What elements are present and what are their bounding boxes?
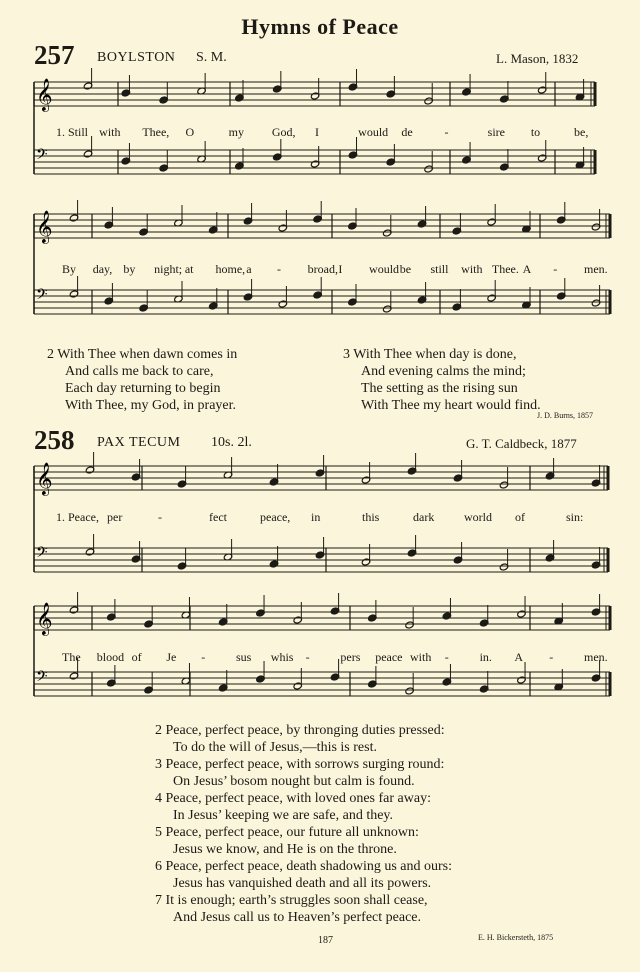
lyric-syllable: 1. Peace, (56, 510, 99, 524)
lyric-syllable: would (369, 262, 400, 276)
verse-line: 5 Peace, perfect peace, our future all unknown: (155, 825, 419, 840)
verse-2 (47, 346, 237, 414)
verse-line: Each day returning to begin (65, 381, 221, 396)
lyric-syllable: per (107, 510, 123, 524)
lyric-syllable: - (553, 262, 558, 276)
lyric-syllable: in. (479, 650, 492, 664)
verse-line: 4 Peace, perfect peace, with loved ones far away: (155, 791, 431, 806)
lyric-syllable: night; (154, 262, 183, 276)
lyric-syllable: - (158, 510, 162, 524)
bass-clef-icon: 𝄢 (36, 286, 48, 307)
lyric-syllable: The (62, 650, 81, 664)
verse-line: 3 Peace, perfect peace, with sorrows surging round: (155, 757, 445, 772)
lyric-syllable: By (62, 262, 77, 276)
treble-clef-icon: 𝄞 (36, 210, 53, 243)
lyric-syllable: of (131, 650, 142, 664)
page-number: 187 (318, 935, 333, 946)
verse-line: 2 Peace, perfect peace, by thronging duties pressed: (155, 723, 445, 738)
lyric-syllable: - (276, 262, 281, 276)
verse-line: With Thee my heart would find. (361, 398, 541, 413)
lyric-syllable: sus (236, 650, 252, 664)
treble-clef-icon: 𝄞 (36, 462, 53, 495)
lyric-syllable: sin: (566, 510, 584, 524)
lyric-syllable: Thee. (491, 262, 519, 276)
lyric-syllable: peace, (260, 510, 291, 524)
verse-line: 2 With Thee when dawn comes in (47, 347, 238, 362)
lyric-syllable: fect (209, 510, 227, 524)
verse-line: Jesus we know, and He is on the throne. (173, 842, 397, 857)
verse-line: With Thee, my God, in prayer. (65, 398, 237, 413)
lyric-syllable: men. (584, 650, 608, 664)
bass-clef-icon: 𝄢 (36, 668, 48, 689)
author-credit: J. D. Burns, 1857 (537, 411, 594, 420)
lyric-syllable: - (444, 125, 449, 139)
section-title: Hymns of Peace (241, 14, 399, 39)
lyric-syllable: a (246, 262, 252, 276)
tune-name: PAX TECUM (97, 435, 181, 450)
lyric-syllable: - (201, 650, 206, 664)
verse-line: And Jesus call us to Heaven’s perfect peace. (173, 910, 422, 925)
author-credit: E. H. Bickersteth, 1875 (478, 933, 554, 942)
verse-line: To do the will of Jesus,—this is rest. (173, 740, 377, 755)
verse-line: 6 Peace, perfect peace, death shadowing us and ours: (155, 859, 452, 874)
lyric-syllable: be, (574, 125, 589, 139)
lyric-syllable: I (315, 125, 319, 139)
meter: 10s. 2l. (211, 435, 252, 450)
composer: L. Mason, 1832 (496, 51, 579, 66)
verse-line: In Jesus’ keeping we are safe, and they. (173, 808, 394, 823)
verse-line: Jesus has vanquished death and all its powers. (173, 876, 432, 891)
verse-3 (343, 346, 541, 414)
lyric-syllable: de (401, 125, 413, 139)
lyric-syllable: still (430, 262, 449, 276)
lyric-syllable: O (185, 125, 195, 139)
treble-clef-icon: 𝄞 (36, 602, 53, 635)
lyric-syllable: sire (487, 125, 505, 139)
lyric-syllable: peace (375, 650, 403, 664)
lyric-syllable: would (358, 125, 389, 139)
treble-clef-icon: 𝄞 (36, 78, 53, 111)
lyric-syllable: blood (96, 650, 125, 664)
composer: G. T. Caldbeck, 1877 (466, 436, 577, 451)
lyric-syllable: dark (413, 510, 435, 524)
lyric-syllable: day, (92, 262, 113, 276)
verse-line: On Jesus’ bosom nought but calm is found. (173, 774, 415, 789)
lyric-syllable: in (311, 510, 321, 524)
lyric-syllable: with (461, 262, 483, 276)
lyric-syllable: at (184, 262, 194, 276)
lyric-syllable: - (444, 650, 449, 664)
lyric-syllable: I (338, 262, 343, 276)
lyric-syllable: A (522, 262, 532, 276)
lyric-syllable: A (514, 650, 524, 664)
lyric-syllable: my (228, 125, 244, 139)
meter: S. M. (196, 50, 227, 65)
verse-line: The setting as the rising sun (361, 381, 518, 396)
bass-clef-icon: 𝄢 (36, 544, 48, 565)
lyric-syllable: with (410, 650, 432, 664)
lyric-syllable: Je (166, 650, 177, 664)
lyric-syllable: whis (270, 650, 294, 664)
lyric-syllable: with (99, 125, 121, 139)
lyric-syllable: world (464, 510, 492, 524)
lyric-syllable: 1. Still (56, 125, 89, 139)
lyric-syllable: broad, (307, 262, 338, 276)
tune-name: BOYLSTON (97, 50, 176, 65)
lyric-syllable: - (549, 650, 554, 664)
lyric-syllable: of (515, 510, 525, 524)
lyric-syllable: God, (271, 125, 296, 139)
lyric-syllable: men. (584, 262, 608, 276)
lyric-syllable: home, (215, 262, 246, 276)
verse-line: 3 With Thee when day is done, (343, 347, 517, 362)
bass-clef-icon: 𝄢 (36, 146, 48, 167)
lyric-syllable: this (362, 510, 380, 524)
verse-line: 7 It is enough; earth’s struggles soon shall cease, (155, 893, 428, 908)
lyric-syllable: to (530, 125, 541, 139)
verse-list (155, 722, 452, 926)
hymn-number: 257 (34, 40, 75, 70)
lyric-syllable: pers (340, 650, 361, 664)
lyric-syllable: - (305, 650, 310, 664)
lyric-syllable: be (399, 262, 412, 276)
lyric-syllable: by (123, 262, 136, 276)
hymn-number: 258 (34, 425, 75, 455)
lyric-syllable: Thee, (142, 125, 170, 139)
verse-line: And evening calms the mind; (361, 364, 526, 379)
verse-line: And calls me back to care, (65, 364, 214, 379)
